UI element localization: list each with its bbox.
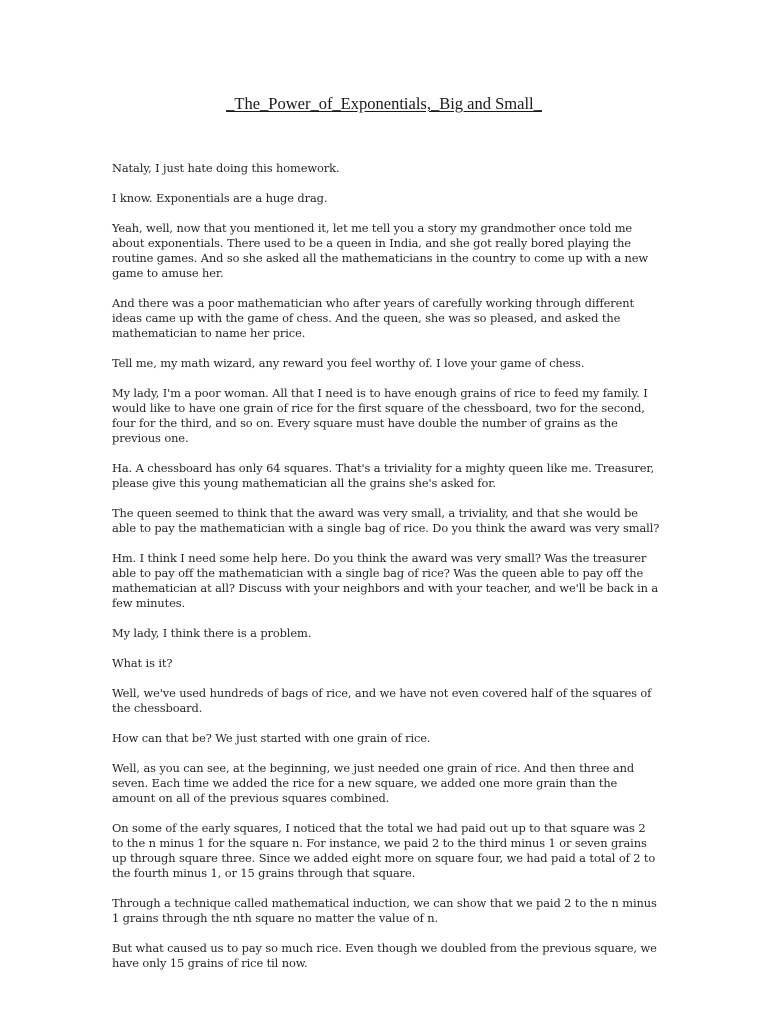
paragraph: Ha. A chessboard has only 64 squares. That's a triviality for a mighty queen like me. Treasurer, please give this young mathematician all the grains she's asked for. [112, 461, 654, 490]
paragraph: Hm. I think I need some help here. Do you think the award was very small? Was the treasurer able to pay off the mathematician with a single bag of rice? Was the queen able to pay off the mathematician at all? Discuss with your neighbors and with your teacher, and we'll be back in a few minutes. [112, 551, 659, 610]
document-body [112, 161, 660, 986]
paragraph: The queen seemed to think that the award was very small, a triviality, and that she would be able to pay the mathematician with a single bag of rice. Do you think the award was very small? [112, 506, 660, 535]
paragraph: My lady, I'm a poor woman. All that I need is to have enough grains of rice to feed my family. I would like to have one grain of rice for the first square of the chessboard, two for the second, four for the third, and so on. Every square must have double the number of grains as the previous one. [112, 386, 648, 445]
paragraph: But what caused us to pay so much rice. Even though we doubled from the previous square, we have only 15 grains of rice til now. [112, 941, 657, 970]
paragraph: Tell me, my math wizard, any reward you feel worthy of. I love your game of chess. [112, 356, 585, 370]
paragraph: Through a technique called mathematical induction, we can show that we paid 2 to the n minus 1 grains through the nth square no matter the value of n. [112, 896, 657, 925]
paragraph: Nataly, I just hate doing this homework. [112, 161, 340, 175]
paragraph: And there was a poor mathematician who after years of carefully working through different ideas came up with the game of chess. And the queen, she was so pleased, and asked the mathematician to name her price. [112, 296, 634, 340]
paragraph: How can that be? We just started with one grain of rice. [112, 731, 431, 745]
paragraph: On some of the early squares, I noticed that the total we had paid out up to that square was 2 to the n minus 1 for the square n. For instance, we paid 2 to the third minus 1 or seven grains up through square three. Since we added eight more on square four, we had paid a total of 2 to the fourth minus 1, or 15 grains through that square. [112, 821, 656, 880]
page-title: _The_Power_of_Exponentials,_Big and Small_ [226, 94, 542, 113]
paragraph: Well, we've used hundreds of bags of rice, and we have not even covered half of the squares of the chessboard. [112, 686, 652, 715]
paragraph: My lady, I think there is a problem. [112, 626, 312, 640]
paragraph: Yeah, well, now that you mentioned it, let me tell you a story my grandmother once told me about exponentials. There used to be a queen in India, and she got really bored playing the routine games. And so she asked all the mathematicians in the country to come up with a new game to amuse her. [112, 221, 649, 280]
paragraph: Well, as you can see, at the beginning, we just needed one grain of rice. And then three and seven. Each time we added the rice for a new square, we added one more grain than the amount on all of the previous squares combined. [112, 761, 635, 805]
paragraph: I know. Exponentials are a huge drag. [112, 191, 328, 205]
paragraph: What is it? [112, 656, 173, 670]
